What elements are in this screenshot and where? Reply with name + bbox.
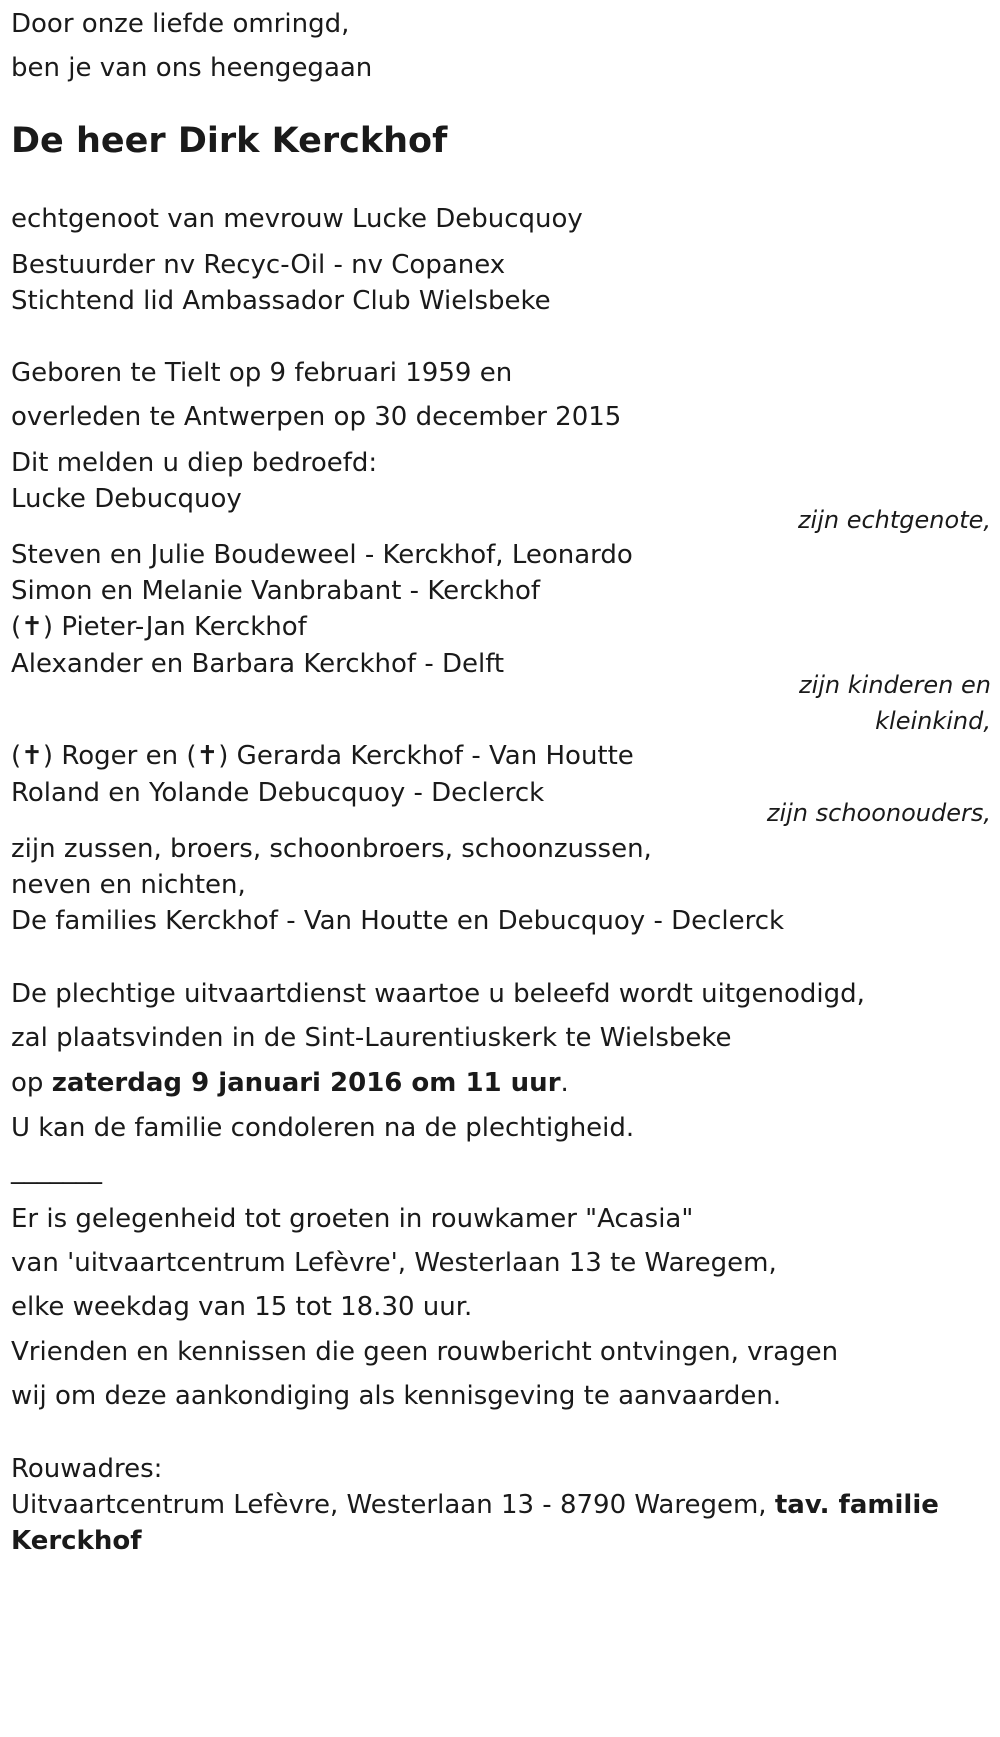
birth-line: Geboren te Tielt op 9 februari 1959 en: [11, 358, 513, 388]
service-line-3: [11, 1067, 569, 1099]
address-attention-name: Kerckhof: [11, 1526, 142, 1556]
family-line-3: De families Kerckhof - Van Houtte en Debucquoy - Declerck: [11, 906, 785, 936]
wife-label: zijn echtgenote,: [797, 506, 991, 534]
role-line-2: Stichtend lid Ambassador Club Wielsbeke: [11, 286, 551, 316]
visit-line-5: wij om deze aankondiging als kennisgeving te aanvaarden.: [11, 1381, 782, 1411]
child-line-3: (✝) Pieter-Jan Kerckhof: [11, 612, 307, 642]
separator: _______: [11, 1155, 102, 1185]
service-line-1: De plechtige uitvaartdienst waartoe u beleefd wordt uitgenodigd,: [11, 979, 865, 1009]
address-label: Rouwadres:: [11, 1454, 163, 1484]
address-line-2: [11, 1525, 142, 1557]
death-line: overleden te Antwerpen op 30 december 2015: [11, 402, 622, 432]
children-label-1: zijn kinderen en: [799, 671, 991, 699]
child-line-1: Steven en Julie Boudeweel - Kerckhof, Leonardo: [11, 540, 633, 570]
service-date: zaterdag 9 januari 2016 om 11 uur: [51, 1068, 561, 1098]
address-text: Uitvaartcentrum Lefèvre, Westerlaan 13 - 8790 Waregem,: [11, 1490, 775, 1520]
address-line-1: [11, 1489, 939, 1521]
announce-intro: Dit melden u diep bedroefd:: [11, 448, 378, 478]
service-line-4: U kan de familie condoleren na de plechtigheid.: [11, 1113, 635, 1143]
family-line-1: zijn zussen, broers, schoonbroers, schoonzussen,: [11, 834, 652, 864]
children-label-2: kleinkind,: [875, 707, 991, 735]
family-line-2: neven en nichten,: [11, 870, 246, 900]
spouse-line: echtgenoot van mevrouw Lucke Debucquoy: [11, 204, 583, 234]
deceased-name-title: De heer Dirk Kerckhof: [11, 121, 448, 161]
child-line-4: Alexander en Barbara Kerckhof - Delft: [11, 649, 505, 679]
intro-line-2: ben je van ons heengegaan: [11, 53, 373, 83]
visit-line-1: Er is gelegenheid tot groeten in rouwkamer "Acasia": [11, 1204, 694, 1234]
role-line-1: Bestuurder nv Recyc-Oil - nv Copanex: [11, 250, 506, 280]
visit-line-4: Vrienden en kennissen die geen rouwbericht ontvingen, vragen: [11, 1337, 839, 1367]
visit-line-3: elke weekdag van 15 tot 18.30 uur.: [11, 1292, 473, 1322]
intro-line-1: Door onze liefde omringd,: [11, 9, 350, 39]
inlaw-line-1: (✝) Roger en (✝) Gerarda Kerckhof - Van Houtte: [11, 741, 634, 771]
visit-line-2: van 'uitvaartcentrum Lefèvre', Westerlaan 13 te Waregem,: [11, 1248, 777, 1278]
service-date-suffix: .: [560, 1068, 569, 1098]
child-line-2: Simon en Melanie Vanbrabant - Kerckhof: [11, 576, 541, 606]
wife-name: Lucke Debucquoy: [11, 484, 242, 514]
service-date-prefix: op: [11, 1068, 52, 1098]
service-line-2: zal plaatsvinden in de Sint-Laurentiuskerk te Wielsbeke: [11, 1023, 732, 1053]
address-attention: tav. familie: [774, 1490, 939, 1520]
inlaws-label: zijn schoonouders,: [766, 799, 991, 827]
inlaw-line-2: Roland en Yolande Debucquoy - Declerck: [11, 778, 545, 808]
